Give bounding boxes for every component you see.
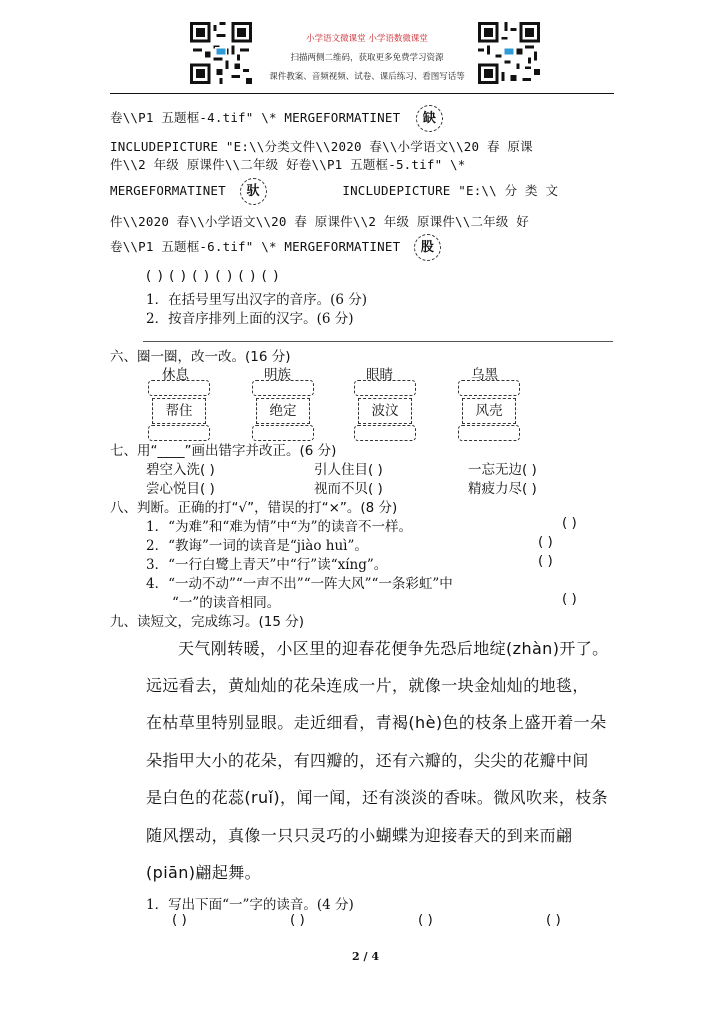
seven-item-5[interactable]: 视而不贝( ) (314, 481, 383, 497)
header-divider (110, 93, 614, 94)
section-eight-title: 八、判断。正确的打“√”，错误的打“×”。(8 分) (110, 500, 398, 516)
section-six-title: 六、圈一圈，改一改。(16 分) (110, 349, 291, 365)
question-5-2: 2．按音序排列上面的汉字。(6 分) (146, 311, 354, 327)
char-circle-tuo: 驮 (240, 178, 267, 205)
eight-item-2: 2．“教诲”一词的读音是“jiào huì”。 (146, 538, 368, 554)
six-word-2: 明族 (264, 367, 291, 383)
page-number: 2 / 4 (352, 950, 379, 963)
six-box-2[interactable] (250, 380, 316, 442)
eight-item-4: 4．“一动不动”“一声不出”“一阵大风”“一条彩虹”中 (146, 576, 453, 592)
char-circle-que: 缺 (416, 105, 443, 132)
six-box-4-text: 风売 (462, 398, 516, 424)
field-code-line-3: 件\\2 年级 原课件\\二年级 好卷\\P1 五题框-5.tif" \* (110, 157, 466, 172)
seven-item-2[interactable]: 引人住目( ) (314, 462, 383, 478)
field-code-text: 卷\\P1 五题框-6.tif" \* MERGEFORMATINET (110, 239, 401, 254)
header-line-3: 课件教案、音频视频、试卷、课后练习、看图写话等 (269, 72, 465, 82)
seven-item-4[interactable]: 尝心悦目( ) (146, 481, 215, 497)
answer-write-line[interactable] (143, 341, 613, 342)
field-code-line-5: 件\\2020 春\\小学语文\\20 春 原课件\\2 年级 原课件\\二年级 好 (110, 214, 529, 229)
six-box-2-text: 绝定 (256, 398, 310, 424)
question-5-1: 1．在括号里写出汉字的音序。(6 分) (146, 292, 368, 308)
seven-item-6[interactable]: 精疲力尽( ) (468, 481, 537, 497)
field-code-line-1 (110, 105, 443, 132)
field-code-line-6 (110, 234, 441, 261)
field-code-line-4 (110, 178, 558, 205)
seven-item-1[interactable]: 碧空入洗( ) (146, 462, 215, 478)
six-box-3[interactable] (352, 380, 418, 442)
eight-answer-4[interactable]: ( ) (562, 591, 577, 607)
answer-parens-row[interactable]: ( ) ( ) ( ) ( ) ( ) ( ) (146, 268, 279, 284)
page-header (0, 0, 724, 96)
char-circle-gu: 股 (414, 234, 441, 261)
section-seven-title: 七、用“____”画出错字并改正。(6 分) (110, 443, 337, 459)
nine-question-1: 1．写出下面“一”字的读音。(4 分) (146, 897, 354, 913)
nine-answer-3[interactable]: ( ) (418, 912, 433, 928)
eight-answer-2[interactable]: ( ) (538, 534, 553, 550)
six-box-3-text: 波汶 (358, 398, 412, 424)
field-code-text: INCLUDEPICTURE "E:\\ 分 类 文 (342, 183, 559, 198)
field-code-text: 卷\\P1 五题框-4.tif" \* MERGEFORMATINET (110, 110, 401, 125)
seven-item-3[interactable]: 一忘无边( ) (468, 462, 537, 478)
six-word-1: 休息 (162, 367, 189, 383)
field-code-text: MERGEFORMATINET (110, 183, 226, 198)
six-word-4: 乌黑 (471, 367, 498, 383)
header-line-1: 小学语文微课堂 小学语数微课堂 (306, 34, 428, 44)
six-word-3: 眼睛 (366, 367, 393, 383)
eight-item-1: 1．“为难”和“难为情”中“为”的读音不一样。 (146, 519, 412, 535)
eight-answer-3[interactable]: ( ) (538, 553, 553, 569)
qr-code-left (190, 22, 252, 84)
header-text (262, 30, 472, 87)
header-line-2: 扫描两侧二维码，获取更多免费学习资源 (290, 53, 444, 63)
passage-line-1: 天气刚转暖，小区里的迎春花便争先恐后地绽(zhàn)开了。 (178, 639, 609, 658)
nine-answer-1[interactable]: ( ) (172, 912, 187, 928)
qr-code-right (478, 22, 540, 84)
passage-line-6: 随风摆动，真像一只只灵巧的小蝴蝶为迎接春天的到来而翩 (146, 826, 573, 845)
field-code-line-2: INCLUDEPICTURE "E:\\分类文件\\2020 春\\小学语文\\20 春 原课 (110, 139, 533, 154)
section-nine-title: 九、读短文，完成练习。(15 分) (110, 614, 305, 630)
passage-line-5: 是白色的花蕊(ruǐ)，闻一闻，还有淡淡的香味。微风吹来，枝条 (146, 788, 609, 807)
six-box-1[interactable] (146, 380, 212, 442)
six-box-1-text: 帮住 (152, 398, 206, 424)
passage-line-7: (piān)翩起舞。 (146, 863, 262, 882)
eight-answer-1[interactable]: ( ) (562, 515, 577, 531)
eight-item-4-cont: “一”的读音相同。 (172, 595, 281, 611)
passage-line-2: 远远看去，黄灿灿的花朵连成一片，就像一块金灿灿的地毯， (146, 676, 589, 695)
nine-answer-2[interactable]: ( ) (290, 912, 305, 928)
passage-line-4: 朵指甲大小的花朵，有四瓣的，还有六瓣的，尖尖的花瓣中间 (146, 751, 589, 770)
nine-answer-4[interactable]: ( ) (546, 912, 561, 928)
six-box-4[interactable] (456, 380, 522, 442)
eight-item-3: 3．“一行白鹭上青天”中“行”读“xíng”。 (146, 557, 388, 573)
passage-line-3: 在枯草里特别显眼。走近细看，青褐(hè)色的枝条上盛开着一朵 (146, 713, 607, 732)
